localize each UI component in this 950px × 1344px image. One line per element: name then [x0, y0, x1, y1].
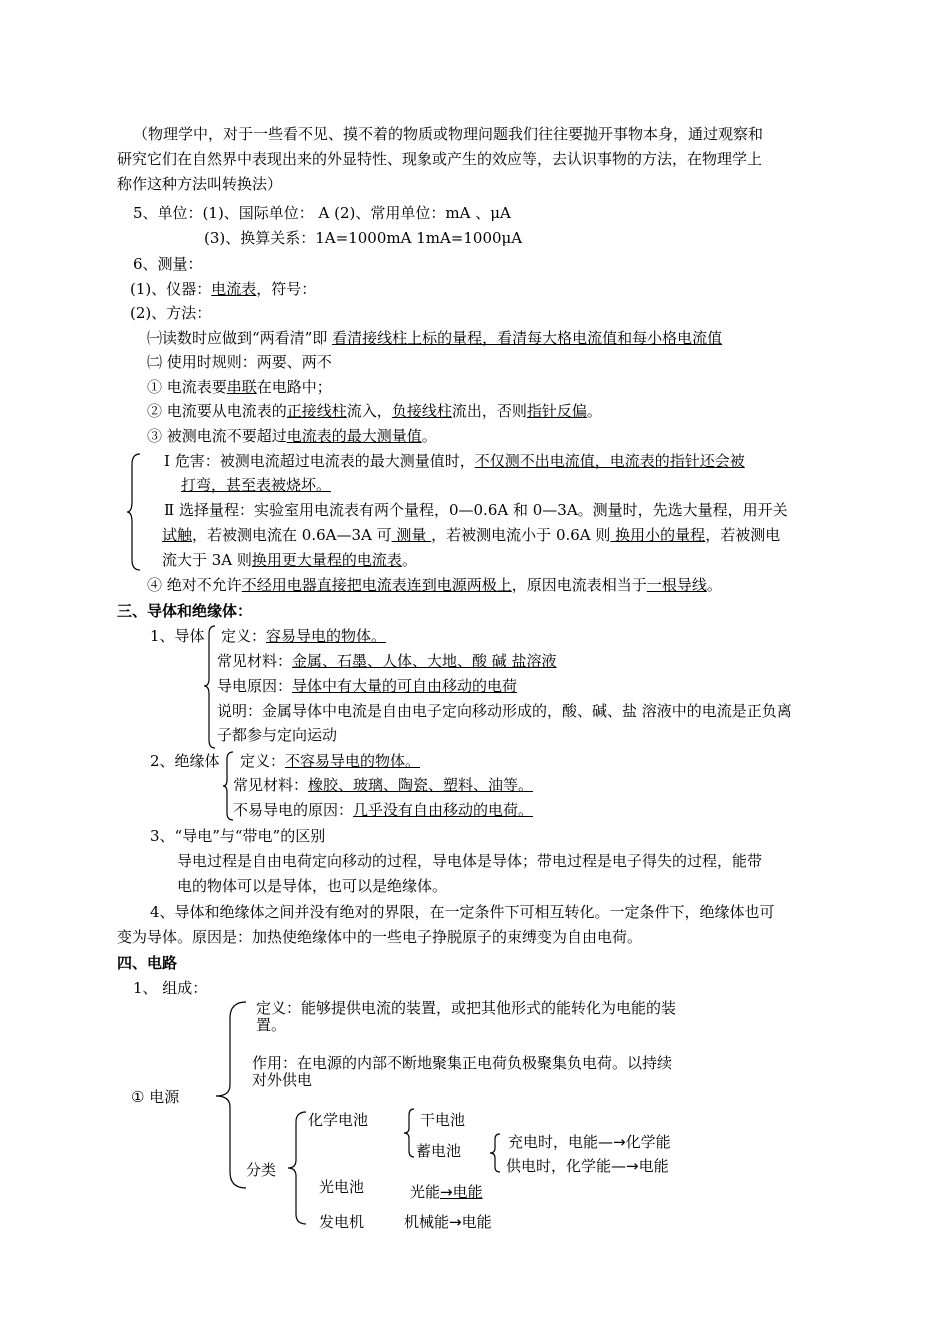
- harm-prefix: Ⅰ 危害：被测电流超过电流表的最大测量值时，: [164, 452, 475, 470]
- supplying-conversion: 供电时，化学能—→电能: [506, 1157, 669, 1175]
- section-3-title: 三、导体和绝缘体：: [117, 602, 253, 620]
- insulator-materials: [233, 775, 533, 795]
- rule-title: ㈡ 使用时规则：两要、两不: [147, 353, 332, 371]
- source-def-2: 置。: [256, 1016, 287, 1034]
- rule-2-post: 。: [586, 402, 602, 420]
- rule-2-mid-2: 流出，否则: [451, 402, 527, 420]
- select-answer-3: 换用小的量程: [610, 526, 706, 544]
- composition-label: 1、 组成：: [133, 979, 208, 997]
- chemical-battery: 化学电池: [308, 1111, 369, 1129]
- insulator-mat-pre: 常见材料：: [233, 776, 309, 794]
- source-role-2: 对外供电: [252, 1071, 313, 1089]
- units-line-1: 5、单位：(1)、国际单位： A (2)、常用单位：mA 、μA: [133, 204, 511, 222]
- rule-3-post: 。: [421, 427, 437, 445]
- insulator-label: 2、绝缘体: [150, 752, 220, 770]
- rule-4-post: 。: [706, 576, 722, 594]
- conductor-def: [221, 626, 386, 646]
- rule-2-answer-3: 指针反偏: [526, 402, 587, 420]
- generator: 发电机: [319, 1213, 365, 1231]
- source-def-1: 定义：能够提供电流的装置，或把其他形式的能转化为电能的装: [256, 999, 677, 1017]
- insulator-reason-answer: 几乎没有自由移动的电荷。: [353, 801, 534, 819]
- instrument-prefix: (1)、仪器：: [130, 280, 212, 298]
- method-title: (2)、方法：: [130, 304, 212, 322]
- conductor-reason-pre: 导电原因：: [217, 677, 293, 695]
- insulator-reason: [233, 800, 533, 820]
- select-mid-1: ，若被测电流在 0.6A—3A 可: [192, 526, 392, 544]
- storage-brace: [488, 1132, 502, 1174]
- select-answer-2: 测量: [391, 526, 432, 544]
- insulator-def-pre: 定义：: [240, 752, 286, 770]
- left-brace: [126, 452, 142, 572]
- rule-2: [147, 401, 602, 421]
- select-line-1: Ⅱ 选择量程：实验室用电流表有两个量程，0—0.6A 和 0—3A。测量时，先选大量程，用开关: [164, 501, 788, 519]
- charging-conversion: 充电时，电能—→化学能: [508, 1133, 671, 1151]
- rule-3-answer: 电流表的最大测量值: [286, 427, 422, 445]
- select-line-2: [162, 525, 780, 545]
- rule-3: [147, 426, 437, 446]
- generator-conversion: 机械能→电能: [404, 1213, 492, 1231]
- chem-brace: [402, 1107, 416, 1159]
- rule-1-pre: ① 电流表要: [147, 378, 227, 396]
- select-l3-post: 。: [401, 551, 417, 569]
- rule-4: [147, 575, 722, 595]
- conductor-note-2: 子都参与定向运动: [217, 726, 338, 744]
- storage-battery: 蓄电池: [416, 1142, 462, 1160]
- select-answer-4: 换用更大量程的电流表: [251, 551, 402, 569]
- select-mid-2: ，若被测电流小于 0.6A 则: [431, 526, 611, 544]
- instrument-ammeter: 电流表: [211, 280, 257, 298]
- insulator-def-answer: 不容易导电的物体。: [285, 752, 421, 770]
- insulator-mat-answer: 橡胶、玻璃、陶瓷、塑料、油等。: [308, 776, 534, 794]
- reading-prefix: ㈠读数时应做到“两看清”即: [147, 329, 333, 347]
- rule-1-answer: 串联: [226, 378, 257, 396]
- source-role-1: 作用：在电源的内部不断地聚集正电荷负极聚集负电荷。以持续: [252, 1054, 673, 1072]
- harm-line-1: [164, 451, 745, 471]
- classify-label: 分类: [246, 1161, 277, 1179]
- p4-line-1: 4、导体和绝缘体之间并没有绝对的界限，在一定条件下可相互转化。一定条件下，绝缘体也可: [150, 903, 775, 921]
- conductor-materials: [217, 651, 557, 671]
- select-l3-pre: 流大于 3A 则: [162, 551, 252, 569]
- conductor-mat-answer: 金属、石墨、人体、大地、酸 碱 盐溶液: [292, 652, 557, 670]
- rule-4-answer-1: 不经用电器直接把电流表连到电源两极上: [241, 576, 512, 594]
- classify-brace: [286, 1110, 308, 1226]
- diff-line-1: 导电过程是自由电荷定向移动的过程，导电体是导体；带电过程是电子得失的过程，能带: [177, 852, 763, 870]
- photo-conv-answer: →电能: [440, 1183, 483, 1201]
- rule-4-pre: ④ 绝对不允许: [147, 576, 242, 594]
- rule-2-pre: ② 电流要从电流表的: [147, 402, 287, 420]
- rule-4-answer-2: 一根导线: [646, 576, 707, 594]
- rule-3-pre: ③ 被测电流不要超过: [147, 427, 287, 445]
- instrument-symbol: ，符号：: [256, 280, 317, 298]
- select-line-3: [162, 550, 417, 570]
- rule-2-mid-1: 流入，: [346, 402, 392, 420]
- reading-answer: 看清接线柱上标的量程，看清每大格电流值和每小格电流值: [332, 329, 723, 347]
- instrument-line: [130, 279, 316, 299]
- p4-line-2: 变为导体。原因是：加热使绝缘体中的一些电子挣脱原子的束缚变为自由电荷。: [117, 928, 643, 946]
- harm-line-2: [181, 475, 331, 495]
- intro-line-3: 称作这种方法叫转换法）: [117, 175, 283, 193]
- intro-line-2: 研究它们在自然界中表现出来的外显特性、现象或产生的效应等，去认识事物的方法，在物理学上: [117, 150, 763, 168]
- rule-1: [147, 377, 332, 397]
- conductor-def-answer: 容易导电的物体。: [266, 627, 387, 645]
- select-answer-1: 试触: [162, 526, 193, 544]
- harm-answer-1: 不仅测不出电流值，电流表的指针还会被: [474, 452, 745, 470]
- units-line-2: (3)、换算关系：1A=1000mA 1mA=1000μA: [204, 229, 523, 247]
- source-brace: [214, 1000, 248, 1190]
- reading-line: [147, 328, 722, 348]
- conductor-def-pre: 定义：: [221, 627, 267, 645]
- insulator-def: [240, 751, 420, 771]
- conductor-brace: [203, 624, 217, 750]
- rule-4-mid: ，原因电流表相当于: [511, 576, 647, 594]
- photo-conv-pre: 光能: [410, 1183, 441, 1201]
- diff-line-2: 电的物体可以是导体，也可以是绝缘体。: [177, 877, 448, 895]
- dry-battery: 干电池: [420, 1111, 466, 1129]
- conductor-label: 1、导体: [150, 627, 205, 645]
- insulator-reason-pre: 不易导电的原因：: [233, 801, 354, 819]
- photo-battery: 光电池: [319, 1178, 365, 1196]
- diff-title: 3、“导电”与“带电”的区别: [150, 827, 326, 845]
- intro-line-1: （物理学中，对于一些看不见、摸不着的物质或物理问题我们往往要抛开事物本身，通过观察和: [133, 125, 764, 143]
- conductor-note-1: 说明：金属导体中电流是自由电子定向移动形成的，酸、碱、盐 溶液中的电流是正负离: [217, 702, 792, 720]
- section-4-title: 四、电路: [117, 954, 178, 972]
- measure-title: 6、测量：: [133, 255, 203, 273]
- rule-2-answer-1: 正接线柱: [286, 402, 347, 420]
- photo-conversion: [410, 1182, 483, 1202]
- conductor-reason-answer: 导体中有大量的可自由移动的电荷: [292, 677, 518, 695]
- conductor-reason: [217, 676, 517, 696]
- select-post: ，若被测电: [705, 526, 781, 544]
- conductor-mat-pre: 常见材料：: [217, 652, 293, 670]
- power-source-label: ① 电源: [131, 1088, 180, 1106]
- rule-1-post: 在电路中；: [256, 378, 332, 396]
- harm-answer-2: 打弯，甚至表被烧坏。: [181, 476, 332, 494]
- rule-2-answer-2: 负接线柱: [391, 402, 452, 420]
